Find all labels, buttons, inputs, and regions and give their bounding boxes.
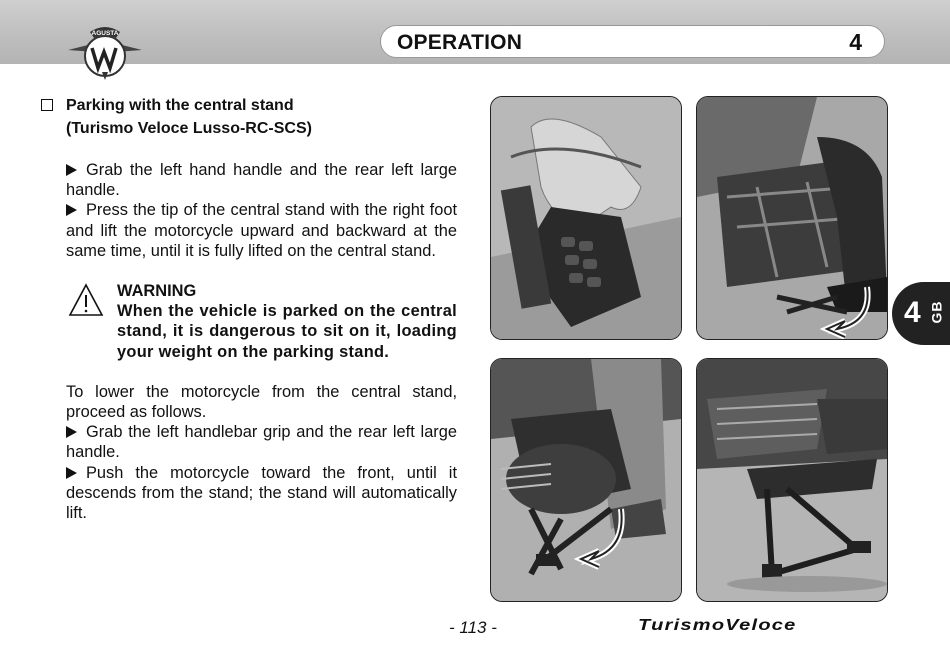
mv-agusta-logo [62,22,148,86]
photo-hand-grabbing-handle [490,96,682,340]
heading-line-2: (Turismo Veloce Lusso-RC-SCS) [66,120,312,137]
bullet-triangle-icon [66,204,77,216]
heading-line-1: Parking with the central stand [66,97,294,114]
page-number: - 113 - [449,618,497,637]
brand-wordmark: TurismoVeloce [638,617,797,634]
section-title-bar [380,25,885,58]
step-4: Push the motorcycle toward the front, until it descends from the stand; the stand will automatically lift. [66,463,457,523]
warning-triangle-icon [68,283,104,317]
photo-foot-pressing-stand [696,96,888,340]
warning-box [66,281,457,362]
page-title: OPERATION [397,31,523,54]
logo-text: AGUSTA [91,30,119,37]
checkbox-icon [41,99,53,111]
chapter-tab [892,282,950,345]
warning-body: When the vehicle is parked on the central stand, it is dangerous to sit on it, loading your weight on the parking stand. [117,302,457,361]
step-1: Grab the left hand handle and the rear left large handle. [66,161,457,200]
bullet-triangle-icon [66,426,77,438]
step-3: Grab the left handlebar grip and the rear left large handle. [66,423,457,462]
photo-stand-deployed [696,358,888,602]
section-heading [41,94,457,140]
section-number: 4 [849,29,862,55]
language-label: GB [928,300,945,324]
body-text [66,94,457,523]
bullet-triangle-icon [66,164,77,176]
step-2: Press the tip of the central stand with the right foot and lift the motorcycle upward and backward at the same time, until it is fully lifted on the central stand. [66,201,457,260]
photo-stand-lowering [490,358,682,602]
bullet-triangle-icon [66,467,77,479]
chapter-tab-number: 4 [904,296,921,329]
lower-intro: To lower the motorcycle from the central stand, proceed as follows. [66,382,457,422]
warning-title: WARNING [117,282,197,301]
